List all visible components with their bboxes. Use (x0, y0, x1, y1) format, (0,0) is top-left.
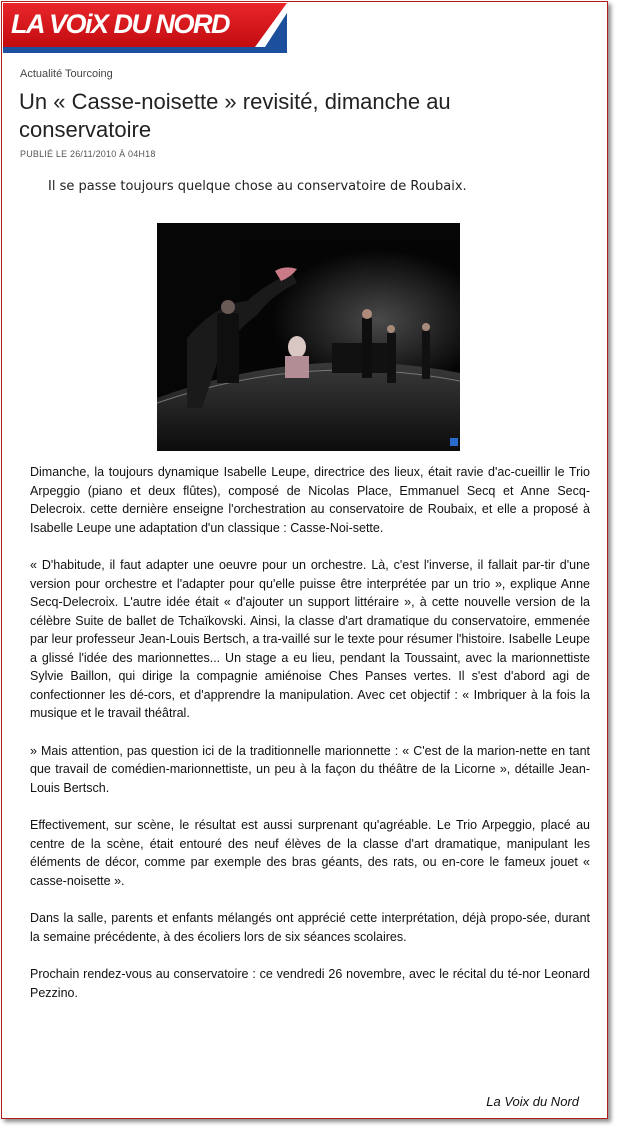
article-paragraph: « D'habitude, il faut adapter une oeuvre pour un orchestre. Là, c'est l'inverse, il fallait par-tir d'une version pour orchestre et l'adapter pour qu'elle puisse être interprétée par un trio », explique Anne Secq-Delecroix. L'autre idée était « d'ajouter un support littéraire », à cette nouvelle version de la célèbre Suite de ballet de Tchaïkovski. Ainsi, la classe d'art dramatique du conservatoire, emmenée par leur professeur Jean-Louis Bertsch, a tra-vaillé sur le texte pour résumer l'histoire. Isabelle Leupe a glissé l'idée des marionnettes... Un stage a eu lieu, pendant la Toussaint, avec la marionnettiste Sylvie Baillon, qui dirige la compagnie amiénoise Ches Panses vertes. Il s'est d'abord agi de confectionner les dé-cors, et d'apprendre la manipulation. Avec cet objectif : « Imbriquer à la fois la musique et le travail théâtral. (30, 558, 590, 720)
logo-sail-icon (251, 3, 287, 47)
article-lede: Il se passe toujours quelque chose au conservatoire de Roubaix. (48, 179, 467, 194)
publish-date: PUBLIÉ LE 26/11/2010 À 04H18 (20, 149, 156, 159)
article-paragraph: Dans la salle, parents et enfants mélangés ont apprécié cette interprétation, déjà propo-sée, durant la semaine précédente, à des écoliers lors de six séances scolaires. (30, 911, 590, 944)
article-photo (157, 223, 460, 451)
logo-wordmark: LA VOiX DU NORD (11, 9, 230, 39)
newspaper-logo[interactable] (3, 3, 287, 53)
article-signature: La Voix du Nord (486, 1094, 579, 1109)
logo-blue-strip (3, 47, 287, 53)
article-paragraph: Dimanche, la toujours dynamique Isabelle Leupe, directrice des lieux, était ravie d'ac-cueillir le Trio Arpeggio (piano et deux flûtes), composé de Nicolas Place, Emmanuel Secq et Anne Secq-Delecroix. cette dernière enseigne l'orchestration au conservatoire de Roubaix, et elle a proposé à Isabelle Leupe une adaptation d'un classique : Casse-Noi-sette. (30, 465, 590, 535)
article-body (30, 463, 590, 1021)
article-paragraph: » Mais attention, pas question ici de la traditionnelle marionnette : « C'est de la marion-nette en tant que travail de comédien-marionnettiste, un peu à la façon du théâtre de la Licorne », détaille Jean-Louis Bertsch. (30, 743, 590, 795)
article-paragraph: Prochain rendez-vous au conservatoire : ce vendredi 26 novembre, avec le récital du té-nor Leonard Pezzino. (30, 967, 590, 1000)
article-title: Un « Casse-noisette » revisité, dimanche au conservatoire (19, 89, 451, 142)
article-frame (1, 1, 608, 1119)
article-paragraph: Effectivement, sur scène, le résultat est aussi surprenant qu'agréable. Le Trio Arpeggio, placé au centre de la scène, était entouré des neuf élèves de la classe d'art dramatique, manipulant les éléments de décor, comme par exemple des bras géants, des rats, ou en-core le fameux jouet « casse-noisette ». (30, 818, 590, 888)
section-label[interactable]: Actualité Tourcoing (20, 68, 113, 80)
stage-photo-image (157, 223, 460, 451)
